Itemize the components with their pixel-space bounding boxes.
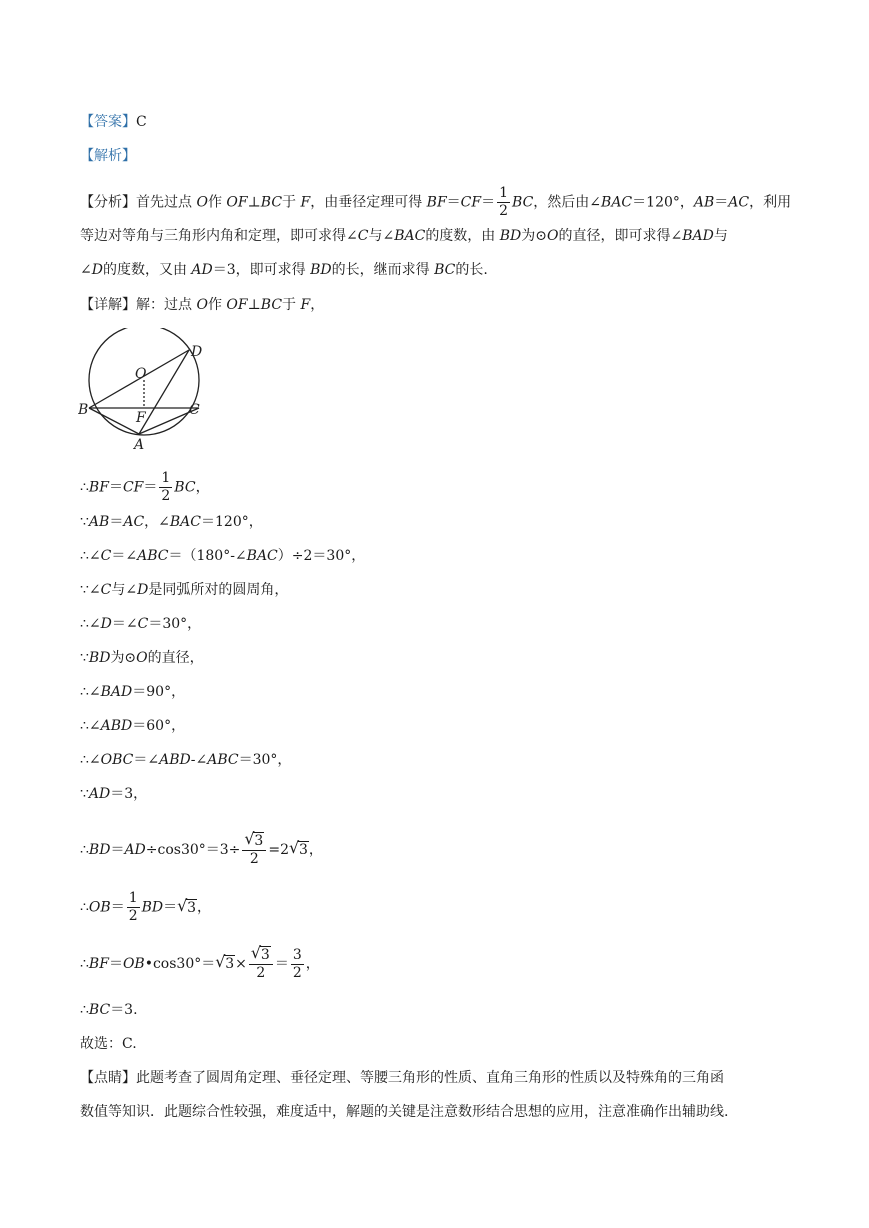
text: 首先过点 <box>136 194 197 211</box>
var: AC <box>123 514 145 530</box>
var: ABC <box>207 752 239 768</box>
text: ∴∠ <box>80 548 101 564</box>
denominator: 2 <box>161 488 171 504</box>
text: •cos30°＝ <box>144 956 216 972</box>
text: ∴ <box>80 842 89 858</box>
step-5 <box>80 614 201 634</box>
text: ∴∠ <box>80 752 101 768</box>
text: ＝3. <box>110 1002 138 1018</box>
step-14 <box>80 1000 138 1020</box>
radical-sign: √ <box>177 895 188 915</box>
fenxi-line-2 <box>80 226 728 246</box>
var: OB <box>88 899 111 916</box>
var: F <box>300 297 311 313</box>
text: ＝120°， <box>201 514 263 530</box>
fraction <box>291 947 304 982</box>
var: BC <box>512 194 534 211</box>
var: BC <box>260 297 283 313</box>
text: ∴∠ <box>80 718 101 734</box>
text: ）÷2＝30°， <box>277 548 366 564</box>
radicand: 3 <box>298 842 308 858</box>
text: 此题考查了圆周角定理、垂径定理、等腰三角形的性质、直角三角形的性质以及特殊角的三角函 <box>136 1070 724 1086</box>
text: ÷cos30°＝3÷ <box>145 842 241 858</box>
label-d: D <box>191 344 203 360</box>
text: ＝3，即可求得 <box>212 262 311 278</box>
radical-sign: √ <box>250 943 262 962</box>
text: ， <box>305 956 320 972</box>
text: ＝60°， <box>132 718 186 734</box>
var: F <box>300 194 311 211</box>
text: ， <box>195 479 210 496</box>
text: ＝ <box>109 514 124 530</box>
text: 的长，继而求得 <box>331 262 435 278</box>
text: ＝（180°-∠ <box>168 548 247 564</box>
var: AD <box>124 842 146 858</box>
text: 为⊙ <box>110 650 137 666</box>
step-8 <box>80 716 185 736</box>
numerator: 1 <box>499 185 509 201</box>
text: 是同弧所对的圆周角， <box>148 582 289 598</box>
label-b: B <box>78 402 89 418</box>
xiangjie-tag: 【详解】 <box>80 297 136 313</box>
fraction <box>249 943 273 982</box>
fenxi-line-1 <box>80 185 791 220</box>
var: BC <box>434 262 456 278</box>
text: ⊥ <box>247 297 261 313</box>
text: 作 <box>207 194 227 211</box>
text: ＝ <box>110 899 125 916</box>
var: OF <box>226 194 248 211</box>
numerator: 3 <box>292 946 302 963</box>
step-13 <box>80 943 320 982</box>
numerator <box>249 943 273 965</box>
var: BD <box>88 650 111 666</box>
denominator: 2 <box>256 965 266 981</box>
text: ，由垂径定理可得 <box>310 194 427 211</box>
var: BAC <box>169 514 202 530</box>
text: ∴∠ <box>80 616 101 632</box>
text: 与 <box>713 228 728 244</box>
var: BD <box>88 842 111 858</box>
text: ∵ <box>80 650 89 666</box>
sqrt <box>289 840 309 860</box>
text: ＝ <box>110 842 125 858</box>
var: BF <box>426 194 447 211</box>
var: C <box>137 616 149 632</box>
text: ＝120°， <box>632 194 694 211</box>
circle-diagram <box>78 328 218 456</box>
step-9 <box>80 750 291 770</box>
sqrt <box>250 943 271 964</box>
fraction <box>497 185 510 220</box>
radical-sign: √ <box>244 829 255 848</box>
dianjing-line-1 <box>80 1068 724 1088</box>
xiangjie-line <box>80 295 324 315</box>
numerator <box>242 829 266 851</box>
step-3 <box>80 546 365 566</box>
label-a: A <box>134 437 145 453</box>
step-7 <box>80 682 185 702</box>
step-2 <box>80 512 263 532</box>
text: ∠ <box>80 262 92 278</box>
step-11 <box>80 829 323 868</box>
var: AD <box>88 786 111 802</box>
fenxi-tag: 【分析】 <box>80 194 136 211</box>
step-4 <box>80 580 288 600</box>
text: × <box>235 956 247 972</box>
text: 与∠ <box>368 228 395 244</box>
text: ＝30°， <box>238 752 292 768</box>
denominator: 2 <box>499 203 509 219</box>
radicand: 3 <box>225 956 235 972</box>
text: ＝ <box>108 956 123 972</box>
var: CF <box>122 479 144 496</box>
analysis-tag: 【解析】 <box>80 148 136 164</box>
text: ＝∠ <box>133 752 160 768</box>
text: ∵ <box>80 786 89 802</box>
text: 解：过点 <box>136 297 197 313</box>
text: ＝ <box>143 479 158 496</box>
answer-value: C <box>136 114 147 130</box>
text: ∴ <box>80 479 89 496</box>
text: ＝ <box>446 194 461 211</box>
var: D <box>100 616 112 632</box>
label-o: O <box>135 366 147 382</box>
var: AB <box>693 194 715 211</box>
var: BC <box>174 479 196 496</box>
radicand: 3 <box>187 899 197 916</box>
text: ， <box>197 899 212 916</box>
var: BC <box>88 1002 111 1018</box>
text: ＝ <box>108 479 123 496</box>
text: ＝ <box>481 194 496 211</box>
step-10 <box>80 784 147 804</box>
var: O <box>547 228 559 244</box>
var: OBC <box>100 752 134 768</box>
var: O <box>196 194 208 211</box>
answer-line <box>80 112 147 132</box>
var: BF <box>88 479 109 496</box>
text: ⊥ <box>247 194 261 211</box>
denominator: 2 <box>128 908 138 924</box>
var: C <box>357 228 369 244</box>
text: ＝ <box>714 194 729 211</box>
text: ＝3， <box>110 786 148 802</box>
fraction <box>159 470 172 505</box>
text: ， <box>310 297 325 313</box>
sqrt <box>215 954 235 974</box>
text: ， <box>308 842 323 858</box>
text: ，然后由∠ <box>533 194 602 211</box>
step-1 <box>80 470 210 505</box>
text: 的直径，即可求得∠ <box>558 228 683 244</box>
text: ∵∠ <box>80 582 101 598</box>
text: ∴ <box>80 1002 89 1018</box>
var: AB <box>88 514 110 530</box>
var: D <box>91 262 103 278</box>
var: C <box>100 548 112 564</box>
numerator: 1 <box>128 890 138 906</box>
fraction <box>127 890 140 925</box>
var: BD <box>499 228 522 244</box>
text: 的直径， <box>147 650 204 666</box>
fraction <box>242 829 266 868</box>
text: 的度数，由 <box>425 228 500 244</box>
text: ∴ <box>80 899 89 916</box>
step-6 <box>80 648 204 668</box>
var: BAC <box>601 194 633 211</box>
radical-sign: √ <box>288 838 300 857</box>
var: BAC <box>246 548 278 564</box>
var: BC <box>260 194 283 211</box>
var: OF <box>226 297 248 313</box>
text: ∴∠ <box>80 684 101 700</box>
text: 与∠ <box>111 582 138 598</box>
denominator: 2 <box>249 851 259 867</box>
text: 为⊙ <box>521 228 548 244</box>
segment-ad <box>139 350 189 434</box>
text: 的度数，又由 <box>102 262 192 278</box>
text: 作 <box>207 297 227 313</box>
text: ∵ <box>80 514 89 530</box>
fenxi-line-3 <box>80 260 488 280</box>
var: BAD <box>100 684 133 700</box>
var: O <box>196 297 208 313</box>
sqrt <box>177 895 197 918</box>
sqrt <box>244 829 264 850</box>
text: ＝30°， <box>148 616 202 632</box>
choose-line: 故选：C. <box>80 1036 137 1052</box>
text: ＝90°， <box>132 684 186 700</box>
text: 的长. <box>455 262 488 278</box>
dianjing-line-2: 数值等知识．此题综合性较强，难度适中，解题的关键是注意数形结合思想的应用，注意准确作出辅助线. <box>80 1104 729 1120</box>
var: O <box>136 650 148 666</box>
var: BF <box>88 956 109 972</box>
var: BAD <box>682 228 714 244</box>
radical-sign: √ <box>215 952 226 971</box>
segment-ba <box>89 408 139 434</box>
text: 于 <box>282 297 301 313</box>
var: ABC <box>137 548 169 564</box>
text: =2 <box>268 842 289 858</box>
var: BD <box>310 262 332 278</box>
text: ＝ <box>274 956 289 972</box>
var: BAC <box>394 228 426 244</box>
numerator: 1 <box>161 470 171 486</box>
answer-tag: 【答案】 <box>80 114 136 130</box>
label-c: C <box>189 402 200 418</box>
text: ∴ <box>80 956 89 972</box>
text: -∠ <box>190 752 208 768</box>
var: D <box>137 582 149 598</box>
text: ＝∠ <box>111 616 138 632</box>
label-f: F <box>136 410 146 426</box>
text: 于 <box>282 194 301 211</box>
text: ＝ <box>163 899 178 916</box>
text: ，利用 <box>749 194 792 211</box>
text: 等边对等角与三角形内角和定理，即可求得∠ <box>80 228 358 244</box>
step-12 <box>80 890 211 925</box>
denominator: 2 <box>292 964 302 981</box>
var: ABD <box>100 718 133 734</box>
var: AC <box>728 194 750 211</box>
var: AD <box>191 262 213 278</box>
var: BD <box>141 899 164 916</box>
var: OB <box>122 956 145 972</box>
text: ＝∠ <box>111 548 138 564</box>
var: CF <box>460 194 482 211</box>
radicand: 3 <box>254 833 264 849</box>
var: ABD <box>159 752 191 768</box>
radicand: 3 <box>260 947 270 963</box>
var: C <box>100 582 112 598</box>
dianjing-tag: 【点睛】 <box>80 1070 136 1086</box>
text: ，∠ <box>144 514 170 530</box>
